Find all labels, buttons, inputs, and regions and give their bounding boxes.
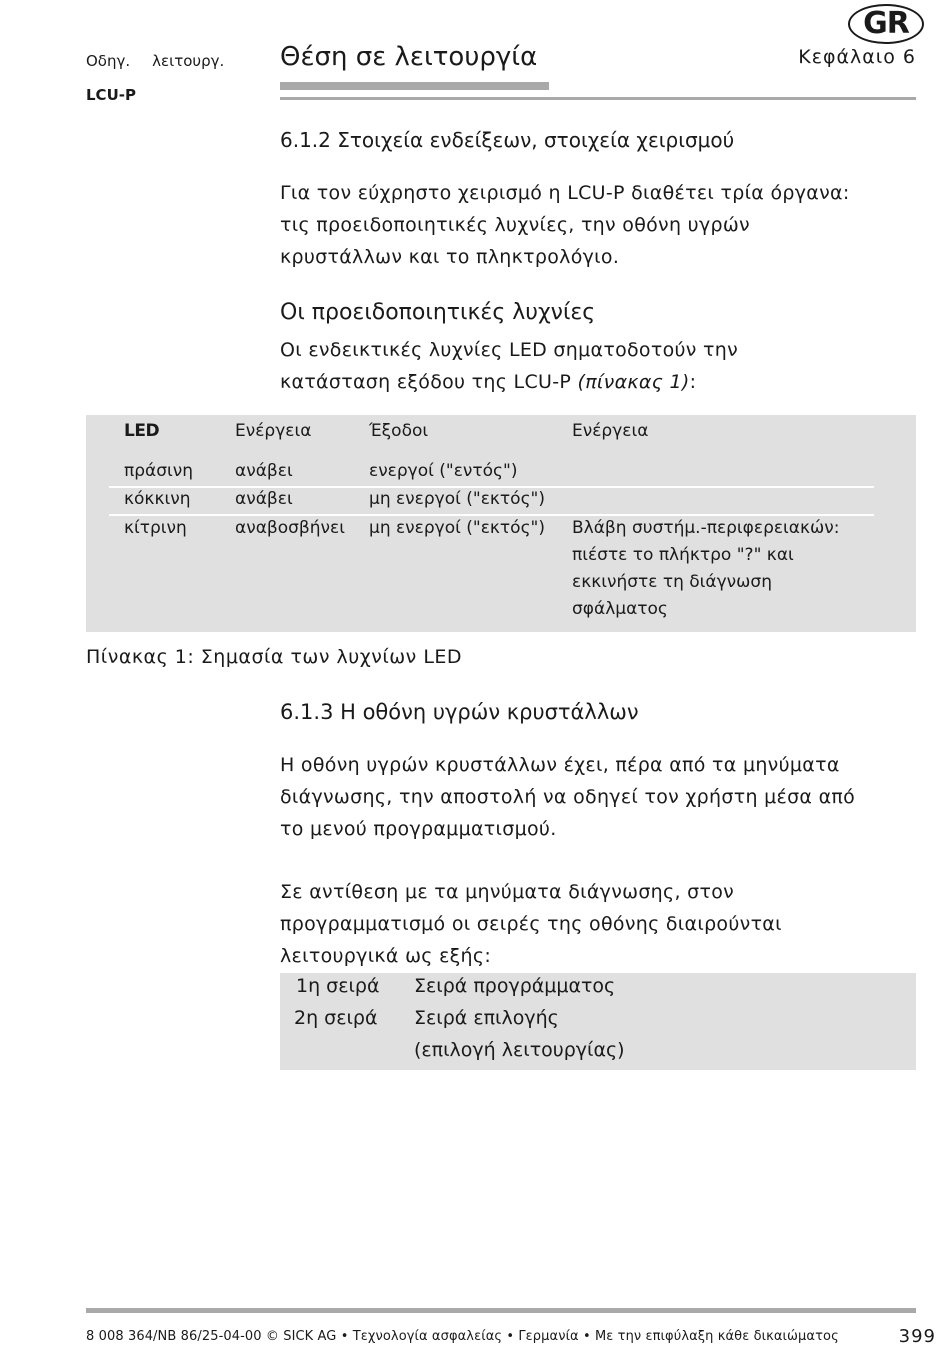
subheading-warning-lamps: Οι προειδοποιητικές λυχνίες: [280, 300, 596, 325]
cell-line: εκκινήστε τη διάγνωση: [572, 572, 772, 592]
row-divider: [109, 486, 874, 488]
section-heading-612: 6.1.2 Στοιχεία ενδείξεων, στοιχεία χειρισμού: [280, 128, 735, 152]
table-cell-multiline: [572, 515, 872, 623]
table-cell: ενεργοί ("εντός"): [369, 461, 518, 481]
language-badge: GR: [848, 4, 924, 44]
table-cell: κίτρινη: [124, 518, 187, 538]
footer-rule: [86, 1308, 916, 1313]
header-manual-a: Οδηγ.: [86, 52, 131, 70]
text-segment: :: [689, 371, 697, 393]
table-cell: πράσινη: [124, 461, 194, 481]
text-line: [280, 366, 920, 398]
table-reference-link: (πίνακας 1): [577, 371, 690, 393]
table-cell: Σειρά επιλογής: [414, 1007, 559, 1029]
text-line: τις προειδοποιητικές λυχνίες, την οθόνη υγρών: [280, 214, 750, 236]
table-cell: Σειρά προγράμματος: [414, 975, 616, 997]
section-613-paragraph-2: [280, 876, 920, 972]
section-heading-613: 6.1.3 Η οθόνη υγρών κρυστάλλων: [280, 700, 639, 724]
text-segment: κατάσταση εξόδου της LCU-P: [280, 371, 578, 393]
cell-line: πιέστε το πλήκτρο "?" και: [572, 545, 794, 565]
table-cell: 2η σειρά: [294, 1007, 378, 1029]
led-table: [86, 415, 916, 632]
cell-line: σφάλματος: [572, 599, 668, 619]
warning-lamps-paragraph: [280, 334, 920, 398]
table-cell: 1η σειρά: [296, 975, 380, 997]
table-header-led: LED: [124, 421, 160, 441]
table-cell: ανάβει: [235, 461, 293, 481]
table-cell: ανάβει: [235, 489, 293, 509]
section-613-paragraph-1: [280, 749, 920, 845]
footer-text: 8 008 364/NB 86/25-04-00 © SICK AG • Τεχνολογία ασφαλείας • Γερμανία • Με την επιφύλαξη κάθε δικαιώματος: [86, 1329, 839, 1344]
text-line: Οι ενδεικτικές λυχνίες LED σηματοδοτούν την: [280, 339, 739, 361]
text-line: κρυστάλλων και το πληκτρολόγιο.: [280, 246, 620, 268]
section-612-paragraph: [280, 177, 920, 273]
cell-line: Βλάβη συστήμ.-περιφερειακών:: [572, 518, 840, 538]
page-title: Θέση σε λειτουργία: [280, 42, 538, 72]
lcd-rows-table: [280, 973, 916, 1070]
table-header-action-2: Ενέργεια: [572, 421, 649, 441]
text-line: διάγνωσης, την αποστολή να οδηγεί τον χρήστη μέσα από: [280, 786, 856, 808]
table-caption: Πίνακας 1: Σημασία των λυχνίων LED: [86, 646, 463, 668]
table-cell: αναβοσβήνει: [235, 518, 345, 538]
header-rule-thick: [280, 82, 549, 90]
header-manual-b: λειτουργ.: [152, 52, 225, 70]
table-header-action: Ενέργεια: [235, 421, 312, 441]
table-cell: μη ενεργοί ("εκτός"): [369, 518, 546, 538]
text-line: Σε αντίθεση με τα μηνύματα διάγνωσης, στον: [280, 881, 735, 903]
page-number: 399: [898, 1326, 936, 1347]
text-line: Για τον εύχρηστο χειρισμό η LCU-P διαθέτει τρία όργανα:: [280, 182, 850, 204]
header-product: LCU-P: [86, 86, 136, 104]
table-cell: (επιλογή λειτουργίας): [414, 1039, 625, 1061]
text-line: το μενού προγραμματισμού.: [280, 818, 557, 840]
text-line: Η οθόνη υγρών κρυστάλλων έχει, πέρα από τα μηνύματα: [280, 754, 840, 776]
chapter-label: Κεφάλαιο 6: [798, 46, 916, 68]
header-rule-thin: [280, 97, 916, 100]
table-cell: μη ενεργοί ("εκτός"): [369, 489, 546, 509]
text-line: λειτουργικά ως εξής:: [280, 945, 492, 967]
header-manual-label: [86, 52, 224, 70]
table-header-outputs: Έξοδοι: [369, 421, 429, 441]
text-line: προγραμματισμό οι σειρές της οθόνης διαιρούνται: [280, 913, 782, 935]
table-cell: κόκκινη: [124, 489, 191, 509]
